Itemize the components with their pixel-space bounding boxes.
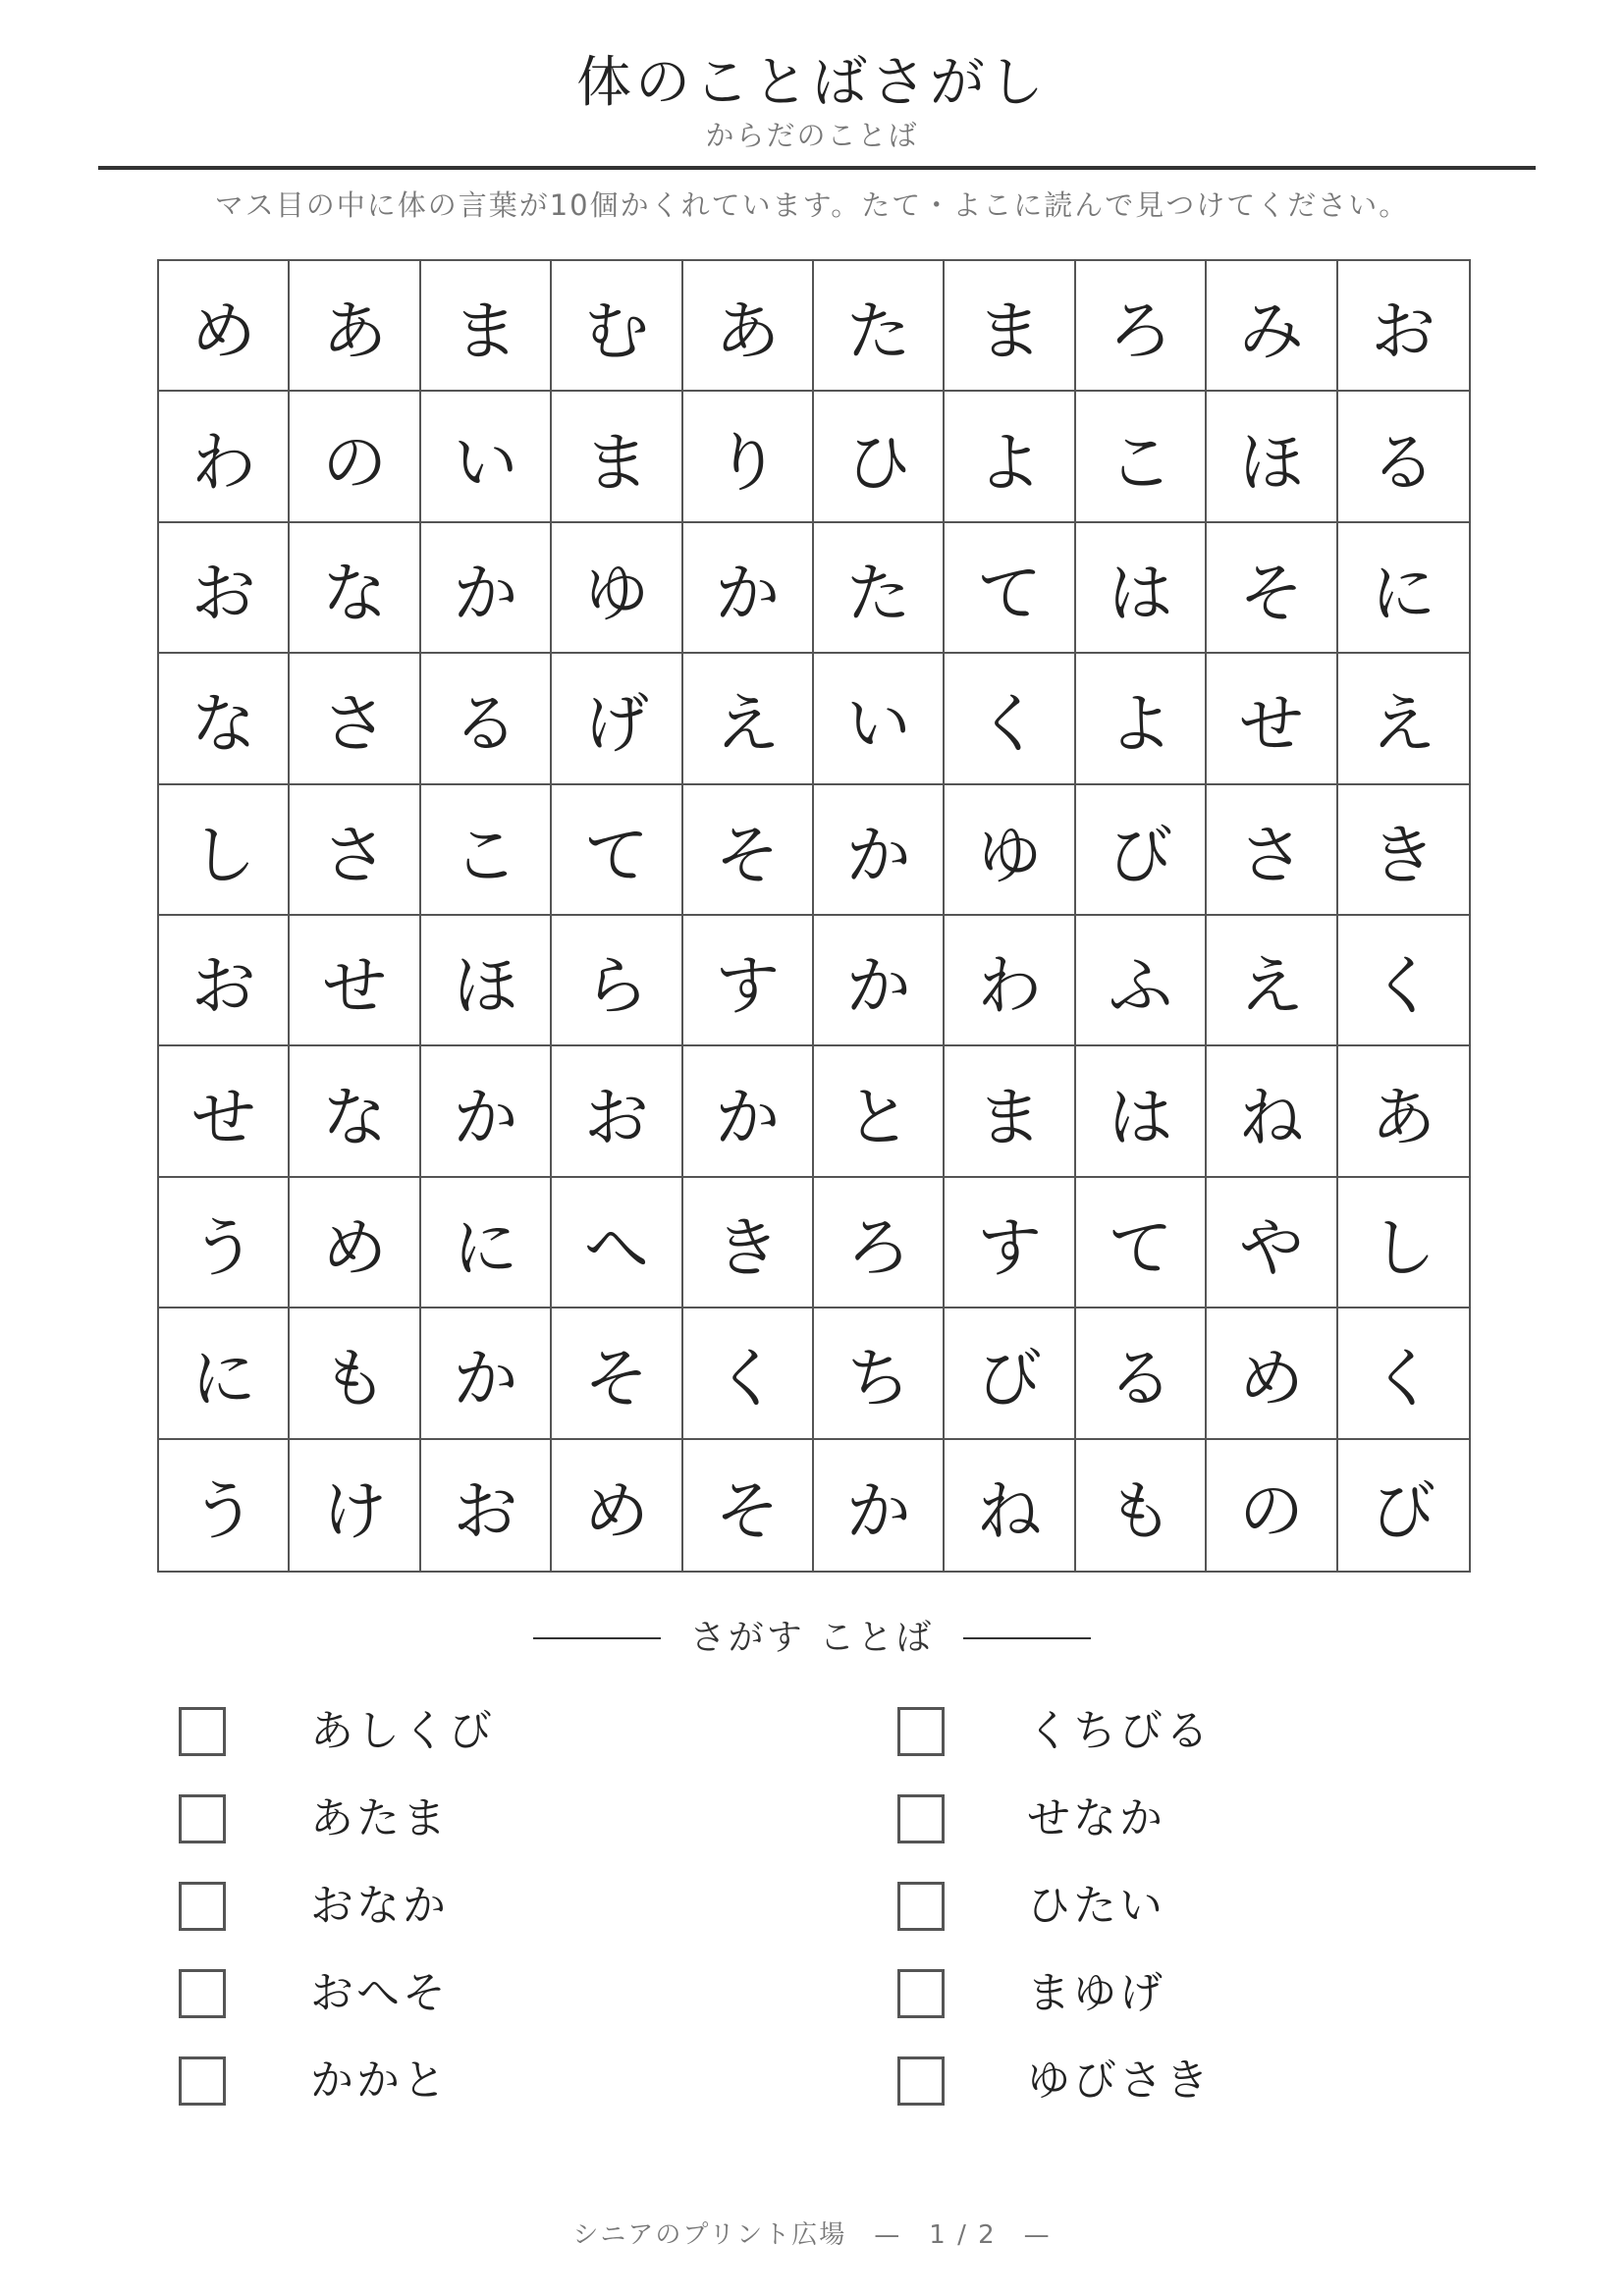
grid-cell[interactable]: か — [421, 1046, 552, 1177]
grid-cell[interactable]: わ — [945, 916, 1075, 1046]
word-checkbox[interactable] — [897, 2056, 945, 2106]
grid-cell[interactable]: り — [683, 392, 814, 522]
word-checkbox[interactable] — [897, 1707, 945, 1756]
word-checkbox[interactable] — [897, 1969, 945, 2018]
grid-cell[interactable]: び — [945, 1308, 1075, 1439]
grid-cell[interactable]: あ — [683, 261, 814, 392]
word-label: おへそ — [310, 1968, 449, 2018]
word-list-heading — [0, 1615, 1624, 1662]
grid-cell[interactable]: う — [159, 1178, 290, 1308]
grid-cell[interactable]: め — [290, 1178, 420, 1308]
grid-cell[interactable]: か — [421, 1308, 552, 1439]
grid-cell[interactable]: ま — [552, 392, 682, 522]
word-label: せなか — [1027, 1793, 1165, 1843]
word-label: あしくび — [310, 1706, 495, 1756]
word-label: おなか — [310, 1881, 449, 1931]
grid-cell[interactable]: な — [290, 1046, 420, 1177]
grid-cell[interactable]: か — [814, 916, 945, 1046]
grid-cell[interactable]: そ — [1207, 523, 1337, 654]
grid-cell[interactable]: こ — [421, 785, 552, 916]
grid-cell[interactable]: お — [552, 1046, 682, 1177]
grid-cell[interactable]: け — [290, 1440, 420, 1571]
grid-cell[interactable]: き — [1338, 785, 1469, 916]
grid-cell[interactable]: す — [683, 916, 814, 1046]
grid-cell[interactable]: か — [421, 523, 552, 654]
grid-cell[interactable]: お — [1338, 261, 1469, 392]
grid-cell[interactable]: か — [814, 785, 945, 916]
grid-cell[interactable]: な — [290, 523, 420, 654]
grid-cell[interactable]: び — [1076, 785, 1207, 916]
grid-cell[interactable]: の — [290, 392, 420, 522]
word-checkbox[interactable] — [179, 1969, 226, 2018]
word-item-atama — [179, 1791, 449, 1846]
grid-cell[interactable]: か — [683, 1046, 814, 1177]
grid-cell[interactable]: こ — [1076, 392, 1207, 522]
grid-cell[interactable]: ら — [552, 916, 682, 1046]
grid-cell[interactable]: る — [1338, 392, 1469, 522]
word-checkbox[interactable] — [179, 1794, 226, 1843]
grid-cell[interactable]: る — [1076, 1308, 1207, 1439]
word-label: くちびる — [1027, 1706, 1212, 1756]
word-label: ゆびさき — [1027, 2056, 1212, 2106]
word-item-oheso — [179, 1966, 449, 2021]
word-label: まゆげ — [1027, 1968, 1165, 2018]
grid-cell[interactable]: み — [1207, 261, 1337, 392]
grid-cell[interactable]: そ — [552, 1308, 682, 1439]
heading-dash-right — [963, 1637, 1091, 1639]
grid-cell[interactable]: く — [945, 654, 1075, 784]
grid-cell[interactable]: ち — [814, 1308, 945, 1439]
word-item-hitai — [897, 1879, 1165, 1934]
grid-cell[interactable]: も — [290, 1308, 420, 1439]
grid-cell[interactable]: や — [1207, 1178, 1337, 1308]
page-title: 体のことばさがし — [576, 51, 1048, 115]
word-label: ひたい — [1027, 1881, 1165, 1931]
header-divider — [98, 166, 1536, 170]
word-item-mayuge — [897, 1966, 1165, 2021]
grid-cell[interactable]: す — [945, 1178, 1075, 1308]
grid-cell[interactable]: ほ — [1207, 392, 1337, 522]
grid-cell[interactable]: か — [683, 523, 814, 654]
grid-cell[interactable]: て — [1076, 1178, 1207, 1308]
grid-cell[interactable]: さ — [290, 654, 420, 784]
grid-cell[interactable]: は — [1076, 1046, 1207, 1177]
grid-cell[interactable]: ゆ — [552, 523, 682, 654]
grid-cell[interactable]: た — [814, 523, 945, 654]
grid-cell[interactable]: し — [159, 785, 290, 916]
grid-cell[interactable]: に — [1338, 523, 1469, 654]
page-footer: シニアのプリント広場 — 1 / 2 — — [572, 2220, 1052, 2250]
word-label: かかと — [310, 2056, 449, 2106]
grid-cell[interactable]: ま — [945, 1046, 1075, 1177]
grid-cell[interactable]: に — [421, 1178, 552, 1308]
grid-cell[interactable]: に — [159, 1308, 290, 1439]
word-search-grid — [157, 259, 1471, 1573]
grid-cell[interactable]: ろ — [1076, 261, 1207, 392]
grid-cell[interactable]: る — [421, 654, 552, 784]
grid-cell[interactable]: て — [552, 785, 682, 916]
grid-cell[interactable]: く — [1338, 916, 1469, 1046]
word-item-kakato — [179, 2054, 449, 2109]
grid-cell[interactable]: む — [552, 261, 682, 392]
grid-cell[interactable]: あ — [1338, 1046, 1469, 1177]
grid-cell[interactable]: と — [814, 1046, 945, 1177]
word-item-ashikubi — [179, 1704, 495, 1759]
grid-cell[interactable]: さ — [290, 785, 420, 916]
grid-cell[interactable]: し — [1338, 1178, 1469, 1308]
word-checkbox[interactable] — [179, 1882, 226, 1931]
word-list-heading-label: さがす ことば — [689, 1618, 935, 1658]
grid-cell[interactable]: ま — [945, 261, 1075, 392]
grid-cell[interactable]: え — [1207, 916, 1337, 1046]
grid-cell[interactable]: ね — [945, 1440, 1075, 1571]
grid-cell[interactable]: く — [683, 1308, 814, 1439]
grid-cell[interactable]: あ — [290, 261, 420, 392]
grid-cell[interactable]: よ — [945, 392, 1075, 522]
grid-cell[interactable]: な — [159, 654, 290, 784]
word-item-kuchibiru — [897, 1704, 1212, 1759]
grid-cell[interactable]: か — [814, 1440, 945, 1571]
instructions: マス目の中に体の言葉が10個かくれています。たて・よこに読んで見つけてください。 — [214, 188, 1410, 222]
grid-cell[interactable]: き — [683, 1178, 814, 1308]
word-checkbox[interactable] — [179, 1707, 226, 1756]
grid-cell[interactable]: ふ — [1076, 916, 1207, 1046]
grid-cell[interactable]: ま — [421, 261, 552, 392]
grid-cell[interactable]: え — [1338, 654, 1469, 784]
word-label: あたま — [310, 1793, 449, 1843]
page-subtitle: からだのことば — [705, 119, 919, 152]
word-checkbox[interactable] — [897, 1882, 945, 1931]
grid-cell[interactable]: せ — [1207, 654, 1337, 784]
grid-cell[interactable]: め — [159, 261, 290, 392]
grid-cell[interactable]: た — [814, 261, 945, 392]
heading-dash-left — [533, 1637, 661, 1639]
word-item-onaka — [179, 1879, 449, 1934]
grid-cell[interactable]: げ — [552, 654, 682, 784]
grid-cell[interactable]: お — [159, 523, 290, 654]
grid-cell[interactable]: そ — [683, 1440, 814, 1571]
word-item-senaka — [897, 1791, 1165, 1846]
grid-cell[interactable]: は — [1076, 523, 1207, 654]
grid-cell[interactable]: ね — [1207, 1046, 1337, 1177]
grid-cell[interactable]: せ — [159, 1046, 290, 1177]
grid-cell[interactable]: せ — [290, 916, 420, 1046]
grid-cell[interactable]: の — [1207, 1440, 1337, 1571]
word-checkbox[interactable] — [897, 1794, 945, 1843]
grid-cell[interactable]: へ — [552, 1178, 682, 1308]
grid-cell[interactable]: え — [683, 654, 814, 784]
grid-cell[interactable]: び — [1371, 1472, 1436, 1549]
grid-cell[interactable]: い — [421, 392, 552, 522]
grid-cell[interactable]: て — [945, 523, 1075, 654]
grid-cell[interactable]: め — [552, 1440, 682, 1571]
grid-cell[interactable]: く — [1338, 1308, 1469, 1439]
grid-cell[interactable]: ゆ — [945, 785, 1075, 916]
grid-cell[interactable]: さ — [1207, 785, 1337, 916]
grid-cell[interactable]: ひ — [814, 392, 945, 522]
grid-cell[interactable]: わ — [159, 392, 290, 522]
grid-cell[interactable]: そ — [683, 785, 814, 916]
grid-cell[interactable]: よ — [1076, 654, 1207, 784]
grid-cell[interactable]: う — [159, 1440, 290, 1571]
grid-cell[interactable]: お — [421, 1440, 552, 1571]
grid-cell[interactable]: い — [814, 654, 945, 784]
word-checkbox[interactable] — [179, 2056, 226, 2106]
grid-cell[interactable]: め — [1207, 1308, 1337, 1439]
grid-cell[interactable]: も — [1076, 1440, 1207, 1571]
grid-cell[interactable]: お — [159, 916, 290, 1046]
grid-cell[interactable]: ほ — [421, 916, 552, 1046]
grid-cell[interactable]: ろ — [814, 1178, 945, 1308]
word-item-yubisaki — [897, 2054, 1212, 2109]
